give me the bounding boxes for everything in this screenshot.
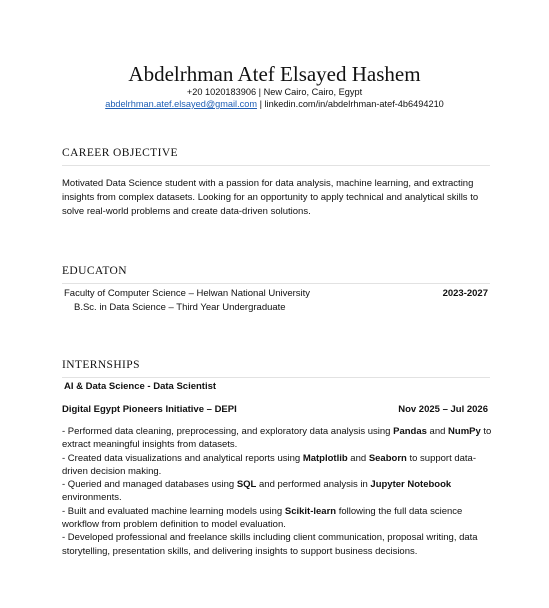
internships-title: INTERNSHIPS	[62, 359, 140, 371]
internship-org-row	[62, 403, 488, 417]
section-divider	[62, 377, 490, 378]
contact-links	[0, 98, 549, 110]
separator: |	[257, 99, 265, 109]
education-years: 2023-2027	[442, 288, 488, 299]
education-title: EDUCATON	[62, 265, 127, 277]
list-item: - Created data visualizations and analytical reports using Matplotlib and Seaborn to support data-driven decision making.	[62, 452, 477, 477]
section-divider	[62, 165, 490, 166]
candidate-name: Abdelrhman Atef Elsayed Hashem	[128, 62, 421, 86]
list-item: - Performed data cleaning, preprocessing, and exploratory data analysis using Pandas and NumPy to extract meaningful insights from datasets.	[62, 426, 492, 451]
institution: Faculty of Computer Science – Helwan National University	[64, 288, 311, 299]
internship-dates: Nov 2025 – Jul 2026	[398, 404, 488, 415]
list-item: - Built and evaluated machine learning models using Scikit-learn following the full data science workflow from problem definition to model evaluation.	[62, 505, 463, 531]
email-link[interactable]: abdelrhman.atef.elsayed@gmail.com	[105, 99, 258, 109]
list-item: - Developed professional and freelance skills including client communication, proposal writing, data storytelling, presentation skills, and delivering insights to support business decisions.	[62, 532, 478, 557]
internship-role: AI & Data Science - Data Scientist	[64, 381, 217, 392]
contact-line: +20 1020183906 | New Cairo, Cairo, Egypt	[186, 87, 363, 97]
career-objective-title: CAREER OBJECTIVE	[62, 147, 178, 159]
career-objective-text: Motivated Data Science student with a passion for data analysis, machine learning, and extracting insights from complex datasets. Looking for an opportunity to apply technical and analytical skills to solve real-world problems and create data-driven solutions.	[62, 178, 479, 218]
internship-organization: Digital Egypt Pioneers Initiative – DEPI	[62, 404, 237, 415]
internship-bullets	[62, 425, 492, 558]
section-divider	[62, 283, 490, 284]
education-row	[64, 287, 488, 301]
list-item: - Queried and managed databases using SQL and performed analysis in Jupyter Notebook environments.	[62, 479, 452, 504]
degree: B.Sc. in Data Science – Third Year Undergraduate	[74, 302, 286, 313]
linkedin-text: linkedin.com/in/abdelrhman-atef-4b6494210	[264, 99, 444, 109]
